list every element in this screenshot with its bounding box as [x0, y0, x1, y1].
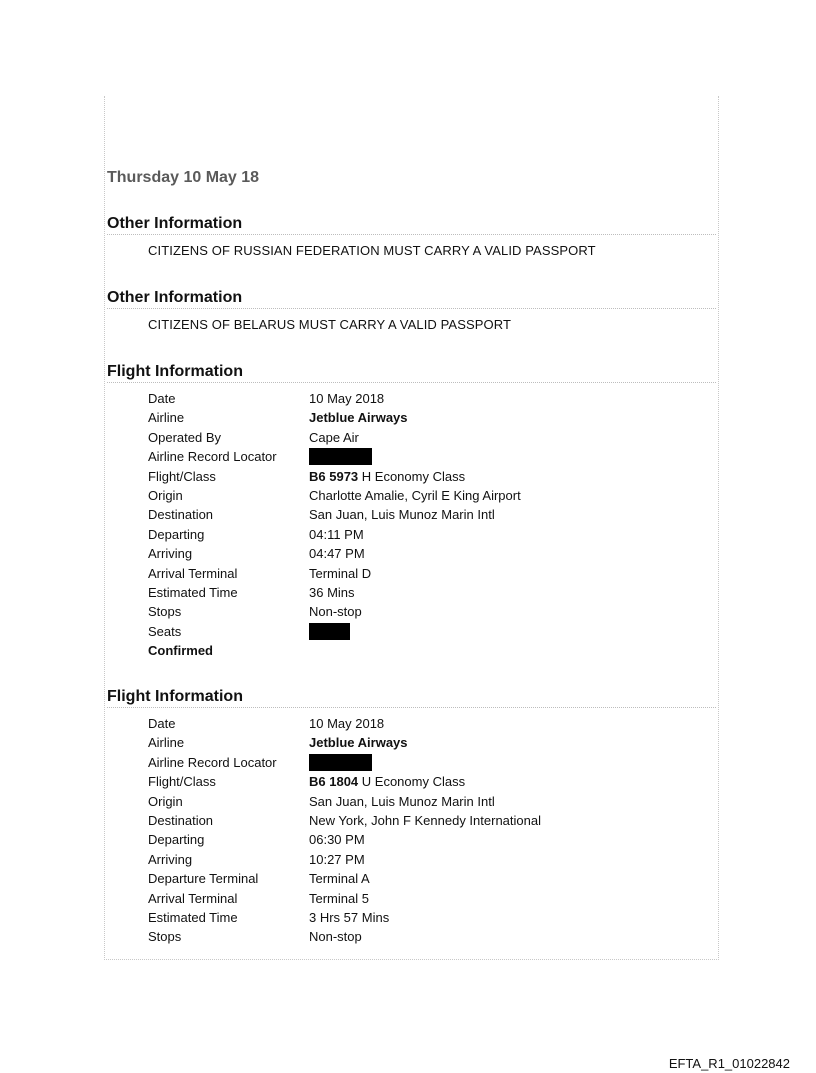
flight-class-value — [309, 467, 465, 486]
detail-row — [148, 389, 708, 408]
detail-label: Arriving — [148, 851, 193, 867]
detail-row — [148, 564, 708, 583]
detail-row — [148, 830, 708, 849]
detail-label: Date — [148, 716, 176, 731]
flight-number: B6 5973 — [309, 468, 359, 484]
detail-row — [148, 714, 708, 733]
detail-row — [148, 792, 708, 811]
detail-row — [148, 525, 708, 544]
detail-row — [148, 772, 708, 791]
detail-label: Estimated Time — [148, 909, 238, 925]
other-info-text-1: CITIZENS OF RUSSIAN FEDERATION MUST CARRY A VALID PASSPORT — [148, 243, 596, 258]
detail-value: San Juan, Luis Munoz Marin Intl — [309, 793, 495, 809]
airline-value: Jetblue Airways — [309, 735, 408, 751]
detail-label: Seats — [148, 623, 182, 639]
status-label: Confirmed — [148, 643, 213, 659]
detail-value: 06:30 PM — [309, 832, 365, 848]
flight-class-value — [309, 772, 465, 791]
detail-row — [148, 486, 708, 505]
detail-value: Terminal 5 — [309, 890, 369, 906]
detail-label: Origin — [148, 487, 183, 503]
detail-label: Stops — [148, 929, 182, 945]
detail-value: 10 May 2018 — [309, 716, 385, 731]
flight-class: U Economy Class — [358, 774, 466, 790]
detail-value: 3 Hrs 57 Mins — [309, 909, 390, 925]
flight-class: H Economy Class — [358, 468, 466, 484]
detail-value: 04:47 PM — [309, 546, 365, 562]
detail-value: Non-stop — [309, 929, 362, 945]
detail-label: Departing — [148, 832, 205, 848]
detail-label: Arrival Terminal — [148, 565, 238, 581]
detail-label: Estimated Time — [148, 584, 238, 600]
detail-label: Flight/Class — [148, 468, 216, 484]
redaction-bar — [309, 754, 372, 771]
record-locator-value — [309, 753, 372, 772]
detail-row — [148, 447, 708, 466]
flight-details-1 — [148, 389, 708, 660]
detail-row — [148, 850, 708, 869]
detail-row — [148, 811, 708, 830]
detail-row — [148, 583, 708, 602]
detail-row — [148, 467, 708, 486]
record-locator-value — [309, 447, 372, 466]
detail-row — [148, 544, 708, 563]
detail-label: Destination — [148, 812, 214, 828]
detail-label: Departing — [148, 526, 205, 542]
flight-number: B6 1804 — [309, 774, 359, 790]
detail-row — [148, 641, 708, 660]
detail-label: Departure Terminal — [148, 871, 259, 887]
flight-info-title-1: Flight Information — [107, 362, 716, 383]
detail-value: 36 Mins — [309, 584, 355, 600]
detail-label: Airline Record Locator — [148, 754, 277, 770]
flight-details-2 — [148, 714, 708, 947]
detail-label: Airline — [148, 410, 185, 426]
detail-value: Terminal D — [309, 565, 372, 581]
detail-row — [148, 408, 708, 427]
document-id: EFTA_R1_01022842 — [668, 1056, 790, 1071]
detail-label: Stops — [148, 604, 182, 620]
redaction-bar — [309, 448, 372, 465]
detail-value: Non-stop — [309, 604, 362, 620]
detail-value: 10 May 2018 — [309, 391, 385, 406]
detail-value: 10:27 PM — [309, 851, 365, 867]
detail-row — [148, 428, 708, 447]
day-heading: Thursday 10 May 18 — [107, 169, 260, 186]
detail-row — [148, 602, 708, 621]
detail-row — [148, 908, 708, 927]
detail-value: Terminal A — [309, 871, 370, 887]
detail-row — [148, 622, 708, 641]
redaction-bar — [309, 623, 350, 640]
detail-label: Airline Record Locator — [148, 449, 277, 465]
detail-value: New York, John F Kennedy International — [309, 812, 541, 828]
detail-label: Arriving — [148, 546, 193, 562]
detail-label: Airline — [148, 735, 185, 751]
detail-value: 04:11 PM — [309, 526, 364, 542]
detail-label: Date — [148, 391, 176, 406]
detail-row — [148, 927, 708, 946]
detail-label: Destination — [148, 507, 214, 523]
airline-value: Jetblue Airways — [309, 410, 408, 426]
detail-label: Origin — [148, 793, 183, 809]
detail-row — [148, 889, 708, 908]
detail-row — [148, 869, 708, 888]
detail-value: Cape Air — [309, 429, 359, 445]
seats-value — [309, 622, 350, 641]
detail-value: San Juan, Luis Munoz Marin Intl — [309, 507, 495, 523]
detail-row — [148, 505, 708, 524]
other-info-text-2: CITIZENS OF BELARUS MUST CARRY A VALID PASSPORT — [148, 317, 512, 332]
detail-row — [148, 753, 708, 772]
detail-row — [148, 733, 708, 752]
other-info-title-2: Other Information — [107, 288, 716, 309]
detail-label: Arrival Terminal — [148, 890, 238, 906]
detail-value: Charlotte Amalie, Cyril E King Airport — [309, 487, 521, 503]
other-info-title-1: Other Information — [107, 214, 716, 235]
detail-label: Flight/Class — [148, 774, 216, 790]
flight-info-title-2: Flight Information — [107, 687, 716, 708]
detail-label: Operated By — [148, 429, 221, 445]
